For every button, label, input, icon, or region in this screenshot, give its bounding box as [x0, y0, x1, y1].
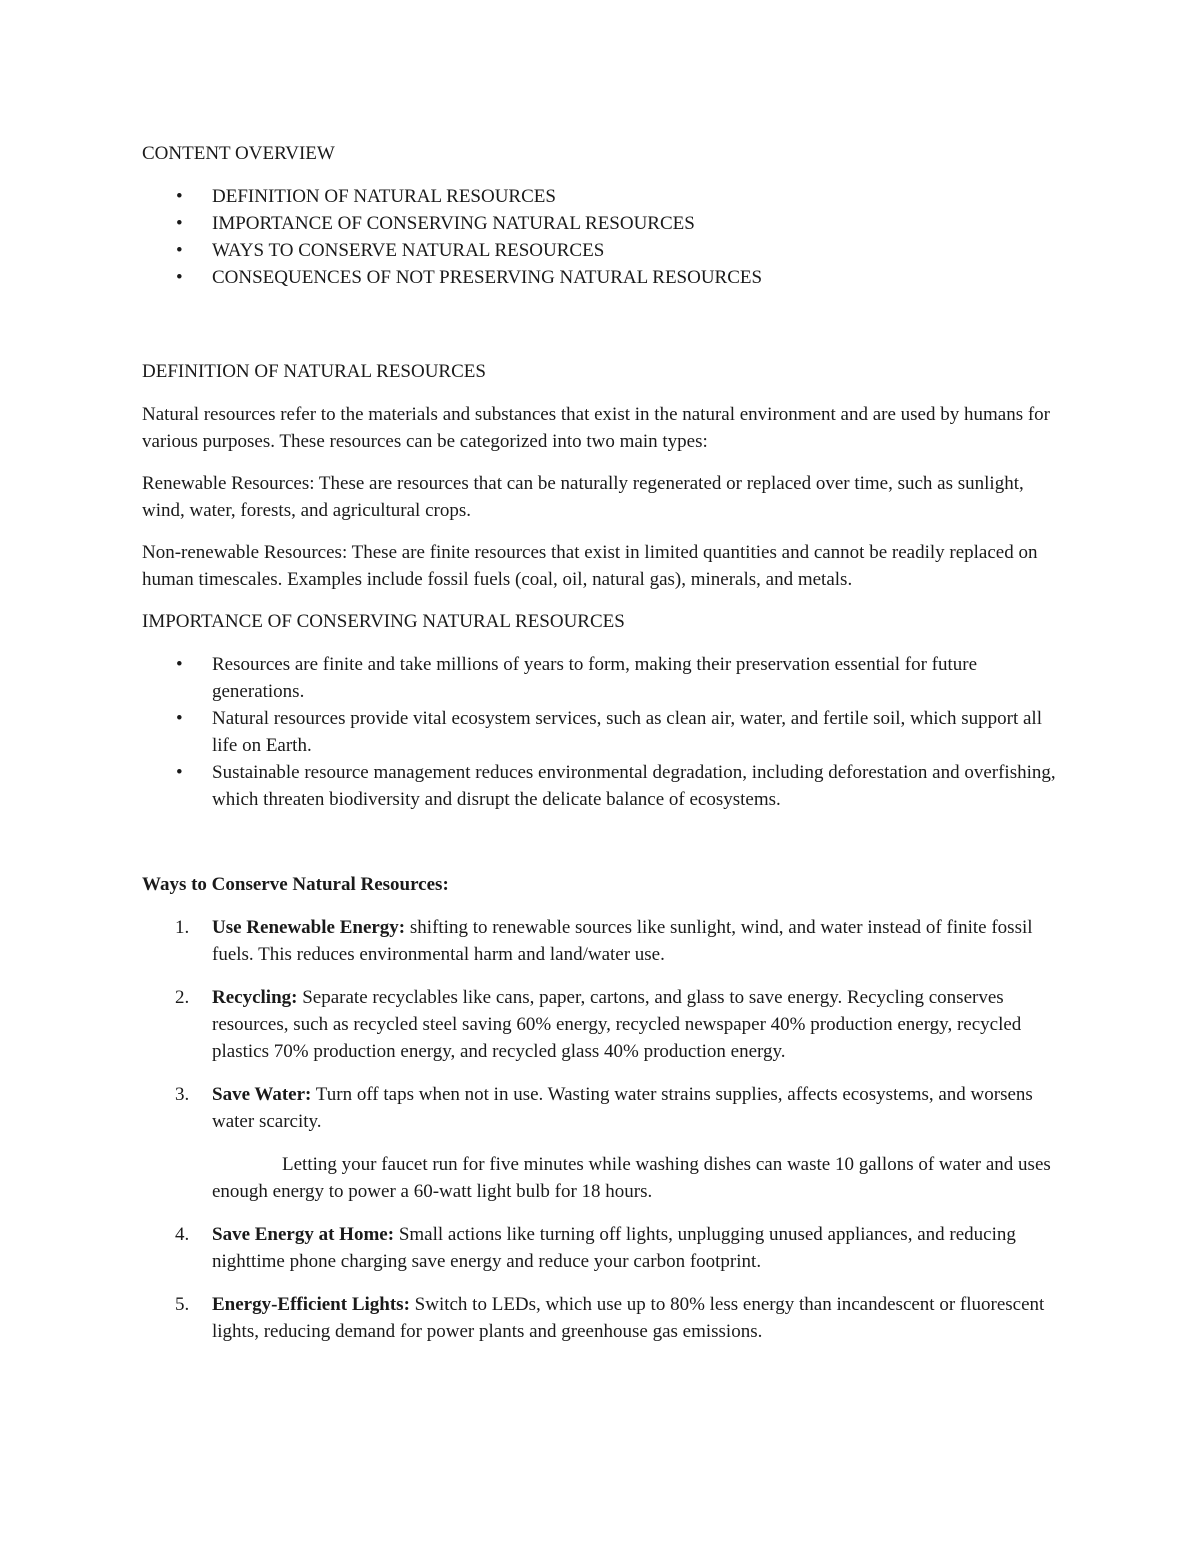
bullet-icon: • — [176, 186, 183, 207]
ways-list — [142, 914, 1062, 1345]
ways-heading: Ways to Conserve Natural Resources: — [142, 874, 449, 895]
item-text: Separate recyclables like cans, paper, cartons, and glass to save energy. Recycling conserves resources, such as recycled steel saving 60% energy, recycled newspaper 40% production energy, recycled plastics 70% production energy, and recycled glass 40% production energy. — [212, 987, 1022, 1062]
item-title: Save Water: — [212, 1084, 312, 1105]
bullet-icon: • — [176, 213, 183, 234]
bullet-icon: • — [176, 708, 183, 729]
list-item: • CONSEQUENCES OF NOT PRESERVING NATURAL RESOURCES — [142, 264, 1062, 291]
bullet-icon: • — [176, 654, 183, 675]
item-text: shifting to renewable sources like sunlight, wind, and water instead of finite fossil fuels. This reduces environmental harm and land/water use. — [212, 917, 1033, 965]
item-number: 3. — [175, 1084, 190, 1105]
item-title: Energy-Efficient Lights: — [212, 1294, 410, 1315]
importance-list — [142, 651, 1062, 813]
item-title: Recycling: — [212, 987, 298, 1008]
list-item: • Sustainable resource management reduces environmental degradation, including deforestation and overfishing, which threaten biodiversity and disrupt the delicate balance of ecosystems. — [142, 759, 1062, 813]
list-item: • Resources are finite and take millions of years to form, making their preservation essential for future generations. — [142, 651, 1062, 705]
bullet-icon: • — [176, 267, 183, 288]
list-item — [142, 1081, 1062, 1205]
bullet-icon: • — [176, 762, 183, 783]
nonrenewable-paragraph: Non-renewable Resources: These are finite resources that exist in limited quantities and cannot be readily replaced on human timescales. Examples include fossil fuels (coal, oil, natural gas), minerals, and metals. — [142, 542, 1038, 590]
item-text: Small actions like turning off lights, unplugging unused appliances, and reducing nighttime phone charging save energy and reduce your carbon footprint. — [212, 1224, 1016, 1272]
content-overview-heading: CONTENT OVERVIEW — [142, 143, 335, 164]
item-text: Turn off taps when not in use. Wasting water strains supplies, affects ecosystems, and worsens water scarcity. — [212, 1084, 1033, 1132]
list-item — [142, 914, 1062, 968]
importance-heading: IMPORTANCE OF CONSERVING NATURAL RESOURCES — [142, 611, 625, 632]
list-item: • IMPORTANCE OF CONSERVING NATURAL RESOURCES — [142, 210, 1062, 237]
renewable-paragraph: Renewable Resources: These are resources that can be naturally regenerated or replaced over time, such as sunlight, wind, water, forests, and agricultural crops. — [142, 473, 1024, 521]
overview-list — [142, 183, 1062, 291]
item-number: 4. — [175, 1224, 190, 1245]
item-number: 5. — [175, 1294, 190, 1315]
list-item — [142, 1221, 1062, 1275]
item-number: 1. — [175, 917, 190, 938]
bullet-icon: • — [176, 240, 183, 261]
list-item — [142, 1291, 1062, 1345]
list-item: • Natural resources provide vital ecosystem services, such as clean air, water, and fertile soil, which support all life on Earth. — [142, 705, 1062, 759]
item-title: Use Renewable Energy: — [212, 917, 406, 938]
list-item: • WAYS TO CONSERVE NATURAL RESOURCES — [142, 237, 1062, 264]
item-number: 2. — [175, 987, 190, 1008]
water-note: Letting your faucet run for five minutes while washing dishes can waste 10 gallons of water and uses enough energy to power a 60-watt light bulb for 18 hours. — [212, 1154, 1051, 1202]
list-item — [142, 984, 1062, 1065]
definition-paragraph: Natural resources refer to the materials and substances that exist in the natural environment and are used by humans for various purposes. These resources can be categorized into two main types: — [142, 404, 1050, 452]
definition-heading: DEFINITION OF NATURAL RESOURCES — [142, 361, 486, 382]
item-title: Save Energy at Home: — [212, 1224, 395, 1245]
list-item: • DEFINITION OF NATURAL RESOURCES — [142, 183, 1062, 210]
item-text: Switch to LEDs, which use up to 80% less energy than incandescent or fluorescent lights, reducing demand for power plants and greenhouse gas emissions. — [212, 1294, 1045, 1342]
document-page — [142, 140, 1062, 1361]
